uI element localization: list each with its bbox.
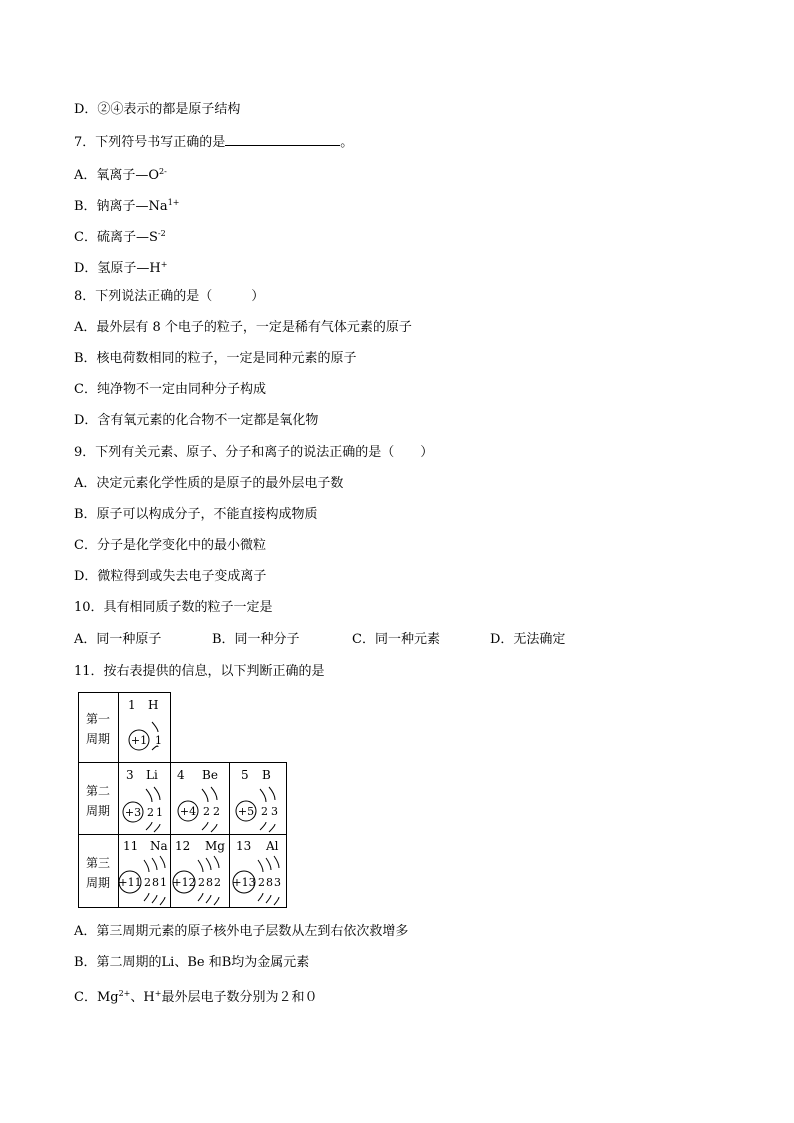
q11-option-c-pre: C．Mg <box>74 990 119 1005</box>
shell-count: 2 <box>258 876 265 889</box>
q10-options <box>74 632 565 648</box>
q10-option-b: B．同一种分子 <box>212 632 300 647</box>
nucleus-charge: +5 <box>237 805 255 818</box>
q11-option-c-sup2: + <box>154 989 162 998</box>
q7-option-c <box>74 226 166 246</box>
element-number: 1 <box>128 698 136 712</box>
element-al <box>232 839 281 905</box>
q7-answer-blank <box>225 133 340 146</box>
q9-option-c: C．分子是化学变化中的最小微粒 <box>74 538 266 553</box>
element-b <box>236 768 278 832</box>
element-li <box>123 768 163 832</box>
q7-option-c-text: C．硫离子—S <box>74 230 158 245</box>
element-be <box>177 768 220 832</box>
period-2-label-top: 第二 <box>85 784 111 798</box>
q11-option-c-post: 最外层电子数分别为２和０ <box>161 990 318 1005</box>
period-3-label-bottom: 周期 <box>85 876 111 890</box>
shell-count: 2 <box>261 805 268 818</box>
element-h <box>128 698 162 750</box>
q7-option-d-charge: + <box>160 260 168 269</box>
q11-option-a: A．第三周期元素的原子核外电子层数从左到右依次救增多 <box>74 924 409 939</box>
element-na <box>118 839 167 905</box>
q10-option-c: C．同一种元素 <box>352 632 440 647</box>
q8-option-b: B．核电荷数相同的粒子，一定是同种元素的原子 <box>74 351 357 366</box>
shell-count: 8 <box>206 876 213 889</box>
shell-count: 3 <box>271 805 278 818</box>
q11-option-b: B．第二周期的Li、Be 和B均为金属元素 <box>74 955 310 970</box>
nucleus-charge: +13 <box>232 876 256 889</box>
shell-count: 8 <box>266 876 273 889</box>
q7-stem <box>74 133 353 151</box>
nucleus-charge: +3 <box>124 806 142 819</box>
shell-count: 1 <box>160 876 167 889</box>
q11-stem: 11．按右表提供的信息，以下判断正确的是 <box>74 664 325 679</box>
q7-stem-end: 。 <box>340 135 354 150</box>
q11-option-c-mid: 、H <box>130 990 155 1005</box>
q7-option-a <box>74 164 167 184</box>
element-mg <box>172 839 225 905</box>
q7-option-c-charge: -2 <box>157 229 166 238</box>
period-1-label-top: 第一 <box>85 712 111 726</box>
q9-stem: 9．下列有关元素、原子、分子和离子的说法正确的是（ ） <box>74 445 434 460</box>
q8-stem: 8．下列说法正确的是（ ） <box>74 289 265 304</box>
shell-count: 2 <box>144 876 151 889</box>
q8-option-d: D．含有氧元素的化合物不一定都是氧化物 <box>74 413 319 428</box>
shell-count: 2 <box>203 805 210 818</box>
q7-option-b <box>74 195 179 215</box>
shell-count: 2 <box>198 876 205 889</box>
element-symbol: H <box>148 698 159 712</box>
nucleus-charge: +4 <box>179 805 197 818</box>
shell-count: 1 <box>155 734 162 747</box>
q11-option-c <box>74 986 317 1006</box>
shell-count: 3 <box>274 876 281 889</box>
element-number: 4 <box>177 768 185 782</box>
shell-count: 2 <box>147 806 154 819</box>
q7-option-d-text: D．氢原子—H <box>74 261 161 276</box>
q10-option-d: D．无法确定 <box>490 632 566 647</box>
element-symbol: Mg <box>205 839 225 853</box>
element-number: 5 <box>241 768 249 782</box>
shell-count: 1 <box>156 806 163 819</box>
shell-count: 2 <box>213 805 220 818</box>
element-symbol: B <box>262 768 271 782</box>
period-1-label-bottom: 周期 <box>85 732 111 746</box>
element-number: 3 <box>126 768 134 782</box>
periodic-table <box>78 692 288 908</box>
q10-stem: 10．具有相同质子数的粒子一定是 <box>74 600 273 615</box>
element-number: 13 <box>236 839 252 853</box>
q7-option-a-text: A．氧离子—O <box>74 168 160 183</box>
element-symbol: Li <box>146 768 158 782</box>
nucleus-charge: +11 <box>118 876 142 889</box>
q9-option-b: B．原子可以构成分子，不能直接构成物质 <box>74 507 318 522</box>
element-symbol: Al <box>266 839 279 853</box>
q9-option-a: A．决定元素化学性质的是原子的最外层电子数 <box>74 476 344 491</box>
element-symbol: Be <box>202 768 218 782</box>
element-symbol: Na <box>150 839 168 853</box>
q11-option-c-sup1: 2+ <box>118 989 131 998</box>
q6-option-d: D．②④表示的都是原子结构 <box>74 102 241 117</box>
q10-option-a: A．同一种原子 <box>74 632 162 647</box>
q8-option-a: A．最外层有 8 个电子的粒子，一定是稀有气体元素的原子 <box>74 320 412 335</box>
element-number: 12 <box>175 839 191 853</box>
nucleus-charge: +1 <box>130 734 148 747</box>
q7-option-a-charge: 2- <box>159 167 167 176</box>
q8-option-c: C．纯净物不一定由同种分子构成 <box>74 382 266 397</box>
period-3-label-top: 第三 <box>85 856 111 870</box>
q7-stem-text: 7．下列符号书写正确的是 <box>74 135 226 150</box>
shell-count: 8 <box>152 876 159 889</box>
element-number: 11 <box>123 839 139 853</box>
q7-option-b-charge: 1+ <box>167 198 180 207</box>
period-2-label-bottom: 周期 <box>85 804 111 818</box>
q7-option-d <box>74 257 167 277</box>
nucleus-charge: +12 <box>172 876 196 889</box>
q9-option-d: D．微粒得到或失去电子变成离子 <box>74 569 267 584</box>
shell-count: 2 <box>214 876 221 889</box>
q7-option-b-text: B．钠离子—Na <box>74 199 168 214</box>
